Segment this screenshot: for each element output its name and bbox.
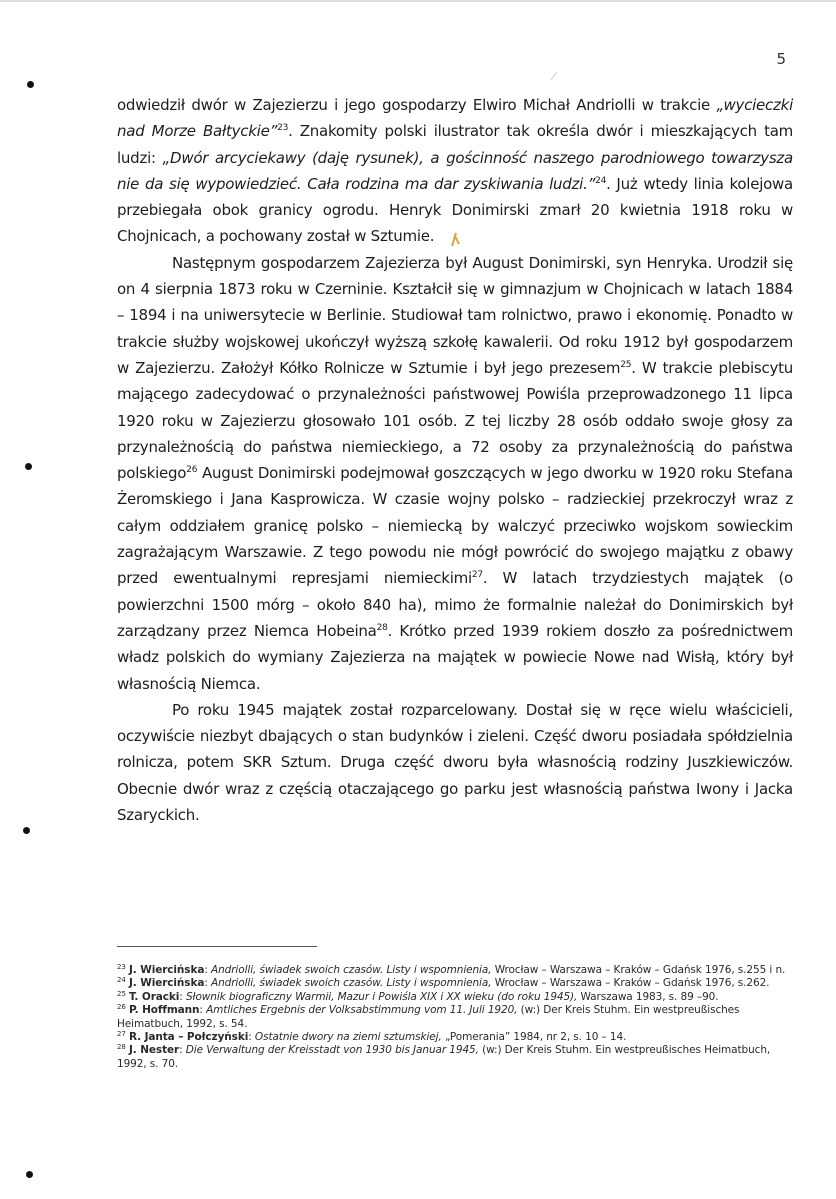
paragraph (117, 92, 793, 250)
footnote (117, 991, 793, 1004)
text-run: : (199, 1004, 207, 1017)
text-run: . Już wtedy linia kolejowa przebiegała obok granicy ogrodu. Henryk Donimirski zmarł 20 kwietnia 1918 roku w Chojnicach, a pochowany został w Sztumie. (117, 174, 793, 246)
footnote (117, 964, 793, 977)
author-name: P. Hoffmann (128, 1004, 200, 1017)
pen-stroke-mark (551, 72, 557, 80)
footnote (117, 1004, 793, 1031)
author-name: T. Oracki (128, 990, 180, 1003)
text-run: Następnym gospodarzem Zajezierza był August Donimirski, syn Henryka. Urodził się on 4 sierpnia 1873 roku w Czerninie. Kształcił się w gimnazjum w Chojnicach w latach 1884 – 1894 i na uniwersytecie w Berlinie. Studiował tam rolnictwo, prawo i ekonomię. Ponadto w trakcie służby wojskowej ukończył wyższą szkołę kawalerii. Od roku 1912 był gospodarzem w Zajezierzu. Założył Kółko Rolnicze w Sztumie i był jego prezesem (117, 253, 793, 377)
text-run: Wrocław – Warszawa – Kraków – Gdańsk 1976, s.262. (491, 977, 770, 990)
text-run: Po roku 1945 majątek został rozparcelowany. Dostał się w ręce wielu właścicieli, oczywiście niezbyt dbających o stan budynków i zieleni. Część dworu posiadała spółdzielnia rolnicza, potem SKR Sztum. Druga część dworu była własnością rodziny Juszkiewiczów. Obecnie dwór wraz z częścią otaczającego go parku jest własnością państwa Iwony i Jacka Szaryckich. (117, 700, 793, 825)
footnote-number: 25 (117, 989, 126, 998)
paragraph (117, 250, 793, 697)
text-run: : (204, 977, 212, 990)
punch-hole-mark (26, 1171, 33, 1178)
author-name: J. Wiercińska (128, 977, 205, 990)
punch-hole-mark (27, 81, 34, 88)
paragraph (117, 697, 793, 828)
footnote-reference: 28 (376, 622, 388, 633)
text-run: : (204, 964, 212, 976)
text-run: . W trakcie plebiscytu mającego zadecydować o przynależności państwowej Powiśla przeprowadzonego 11 lipca 1920 roku w Zajezierzu głosowało 101 osób. Z tej liczby 28 osób oddało swoje głosy za przynależnością do państwa niemieckiego, a 72 osoby za przynależnością do państwa polskiego (117, 358, 793, 483)
footnote-reference: 23 (277, 123, 289, 134)
footnote (117, 1031, 793, 1044)
footnote-reference: 25 (620, 359, 632, 370)
footnote (117, 1044, 793, 1071)
italic-text: Ostatnie dwory na ziemi sztumskiej, (254, 1031, 442, 1044)
text-run: : (179, 1044, 186, 1057)
footnote-reference: 24 (595, 175, 607, 186)
author-name: R. Janta – Połczyński (128, 1031, 249, 1044)
footnote-reference: 26 (186, 465, 198, 476)
italic-text: Die Verwaltung der Kreisstadt von 1930 bis Januar 1945, (185, 1044, 479, 1057)
footnote-number: 24 (117, 976, 126, 985)
footnote-separator (117, 946, 317, 947)
footnotes (117, 964, 793, 1071)
text-run: Warszawa 1983, s. 89 –90. (577, 990, 719, 1003)
text-run: „Pomerania” 1984, nr 2, s. 10 – 14. (441, 1031, 627, 1044)
text-run: (w:) Der Kreis Stuhm. Ein westpreußisches Heimatbuch, 1992, s. 70. (117, 1044, 771, 1070)
italic-text: Amtliches Ergebnis der Volksabstimmung vom 11. Juli 1920, (206, 1004, 518, 1017)
italic-text: Andriolli, świadek swoich czasów. Listy i wspomnienia, (211, 964, 492, 976)
text-run: : (248, 1031, 255, 1044)
italic-text: Andriolli, świadek swoich czasów. Listy i wspomnienia, (211, 977, 492, 990)
italic-text: „Dwór arcyciekawy (daję rysunek), a gościnność naszego parodniowego towarzysza nie da się wypowiedzieć. Cała rodzina ma dar zyskiwania ludzi.” (117, 148, 793, 193)
text-run: (w:) Der Kreis Stuhm. Ein westpreußisches Heimatbuch, 1992, s. 54. (117, 1004, 740, 1030)
text-run: . W latach trzydziestych majątek (o powierzchni 1500 mórg – około 840 ha), mimo że formalnie należał do Donimirskich był zarządzany przez Niemca Hobeina (117, 569, 793, 640)
author-name: J. Wiercińska (128, 964, 205, 976)
page-number: 5 (776, 50, 786, 68)
body-text (117, 92, 793, 828)
italic-text: Słownik biograficzny Warmii, Mazur i Powiśla XIX i XX wieku (do roku 1945), (185, 990, 578, 1003)
footnote-number: 23 (117, 963, 126, 971)
author-name: J. Nester (128, 1044, 180, 1057)
scan-top-edge (0, 0, 836, 2)
punch-hole-mark (25, 463, 32, 470)
punch-hole-mark (23, 827, 30, 834)
italic-text: „wycieczki nad Morze Bałtyckie” (117, 96, 793, 141)
text-run: : (179, 990, 186, 1003)
footnote-reference: 27 (471, 570, 483, 581)
text-run: odwiedził dwór w Zajezierzu i jego gospodarzy Elwiro Michał Andriolli w trakcie (117, 96, 717, 114)
footnote-number: 26 (117, 1003, 126, 1012)
footnote-number: 27 (117, 1030, 126, 1039)
text-run: August Donimirski podejmował goszczących w jego dworku w 1920 roku Stefana Żeromskiego i Jana Kasprowicza. W czasie wojny polsko – radzieckiej przekroczył wraz z całym oddziałem granicę polsko – niemiecką by walczyć przeciwko wojskom sowieckim zagrażającym Warszawie. Z tego powodu nie mógł powrócić do swojego majątku z obawy przed ewentualnymi represjami niemieckimi (117, 464, 793, 588)
text-run: . Krótko przed 1939 rokiem doszło za pośrednictwem władz polskich do wymiany Zajezierza na majątek w powiecie Nowe nad Wisłą, który był własnością Niemca. (117, 621, 793, 693)
text-run: . Znakomity polski ilustrator tak określa dwór i mieszkających tam ludzi: (117, 122, 794, 167)
footnote-number: 28 (117, 1043, 126, 1052)
footnote (117, 977, 793, 990)
text-run: Wrocław – Warszawa – Kraków – Gdańsk 1976, s.255 i n. (491, 964, 786, 976)
